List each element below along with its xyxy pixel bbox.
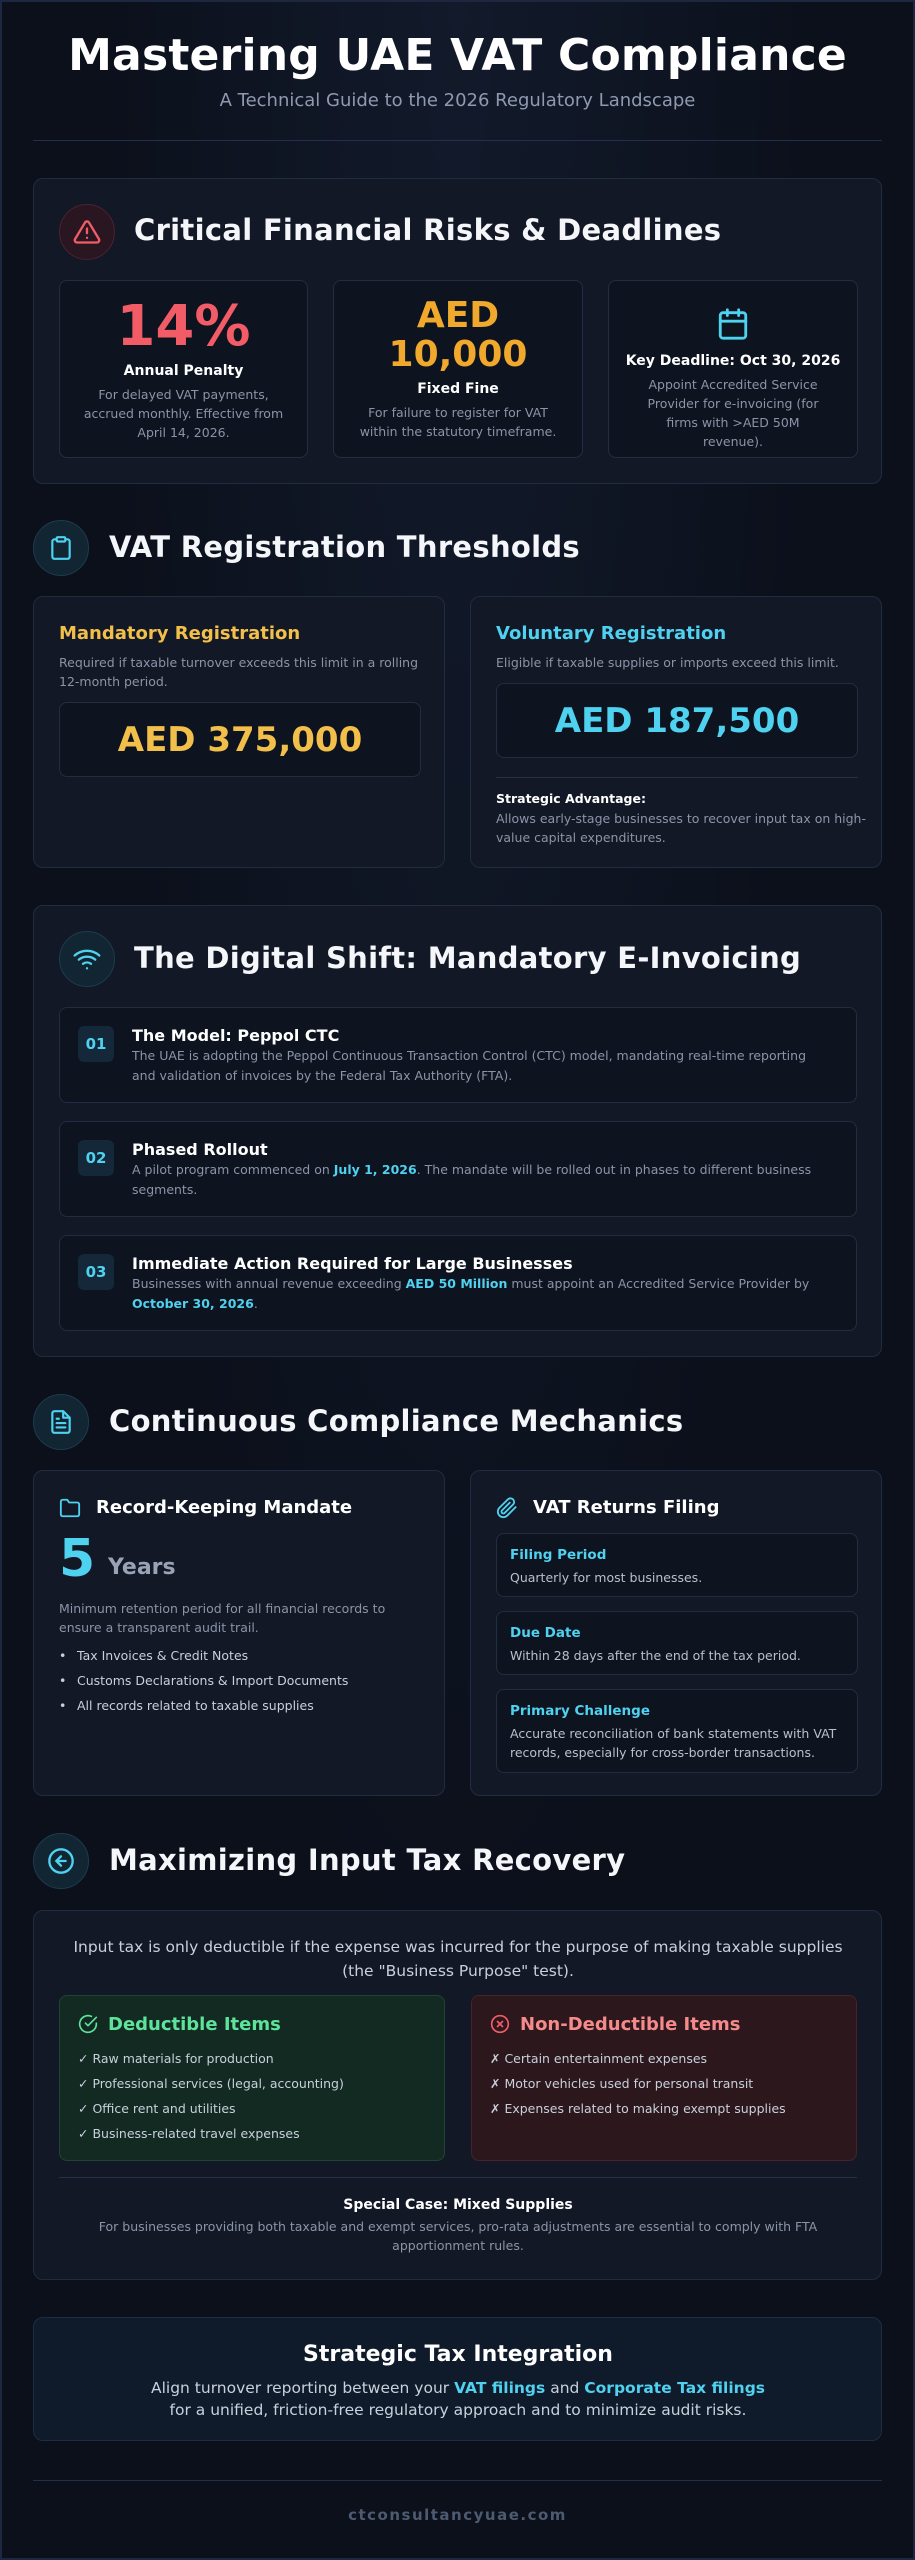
revenue-highlight: AED 50 Million (405, 1276, 508, 1291)
recovery-divider (59, 2177, 857, 2178)
page-title: Mastering UAE VAT Compliance (68, 30, 847, 81)
page-subtitle: A Technical Guide to the 2026 Regulatory Landscape (219, 90, 696, 111)
mandatory-amount: AED 375,000 (117, 719, 363, 760)
footer-divider (33, 2480, 882, 2481)
records-years-number: 5 (59, 1529, 96, 1589)
returns-item (496, 1533, 858, 1597)
returns-item-text: Within 28 days after the end of the tax period. (510, 1648, 801, 1663)
integration-card (33, 2317, 882, 2441)
paperclip-icon (496, 1497, 518, 1523)
penalty-stat-card (59, 280, 308, 458)
list-item: ✓ Raw materials for production (78, 2051, 274, 2066)
list-item: ✓ Business-related travel expenses (78, 2126, 300, 2141)
special-case-text: For businesses providing both taxable and exempt services, pro-rata adjustments are essential to comply with FTA apportionment rules. (98, 2219, 818, 2253)
list-item: • Tax Invoices & Credit Notes (59, 1643, 429, 1668)
returns-item-text: Quarterly for most businesses. (510, 1570, 703, 1585)
list-item: • All records related to taxable supplies (59, 1693, 429, 1718)
non-deductible-list (490, 2046, 786, 2121)
mandatory-title: Mandatory Registration (59, 623, 301, 644)
records-desc: Minimum retention period for all financial records to ensure a transparent audit trail. (59, 1601, 386, 1635)
recovery-card (33, 1910, 882, 2280)
fine-stat-card (333, 280, 583, 458)
list-item: ✗ Certain entertainment expenses (490, 2051, 708, 2066)
fine-label: Fixed Fine (417, 381, 499, 397)
deductible-list (78, 2046, 344, 2146)
wifi-icon (59, 931, 115, 987)
step-title: The Model: Peppol CTC (132, 1026, 340, 1045)
x-circle-icon (490, 2014, 510, 2038)
step-title: Immediate Action Required for Large Businesses (132, 1254, 573, 1273)
deductible-card (59, 1995, 445, 2161)
vat-filings-link[interactable]: VAT filings (454, 2379, 546, 2397)
returns-item-text: Accurate reconciliation of bank statements with VAT records, especially for cross-border transactions. (510, 1726, 837, 1760)
voluntary-divider (496, 777, 858, 778)
voluntary-title: Voluntary Registration (496, 623, 727, 644)
list-item: ✓ Office rent and utilities (78, 2101, 236, 2116)
record-keeping-card (33, 1470, 445, 1796)
records-years-label: Years (108, 1555, 176, 1580)
step-number: 03 (78, 1254, 114, 1290)
step-card-02 (59, 1121, 857, 1217)
list-item: • Customs Declarations & Import Documents (59, 1668, 429, 1693)
mandatory-desc: Required if taxable turnover exceeds this limit in a rolling 12-month period. (59, 655, 419, 689)
step-text: The UAE is adopting the Peppol Continuous Transaction Control (CTC) model, mandating real-time reporting and validation of invoices by the Federal Tax Authority (FTA). (132, 1048, 807, 1083)
voluntary-amount-box (496, 683, 858, 758)
special-case-title: Special Case: Mixed Supplies (343, 2197, 573, 2213)
list-item: ✓ Professional services (legal, accounting) (78, 2076, 344, 2091)
deadline-stat-card (608, 280, 858, 458)
einvoicing-card (33, 905, 882, 1357)
einvoicing-title: The Digital Shift: Mandatory E-Invoicing (134, 941, 802, 975)
recovery-intro: Input tax is only deductible if the expense was incurred for the purpose of making taxable supplies (the "Business Purpose" test). (73, 1938, 843, 1980)
footer-site-link[interactable]: ctconsultancyuae.com (348, 2506, 567, 2524)
penalty-label: Annual Penalty (123, 363, 244, 379)
advantage-label: Strategic Advantage: (496, 791, 646, 806)
warning-triangle-icon (59, 204, 115, 260)
thresholds-title: VAT Registration Thresholds (109, 530, 580, 564)
page-header (33, 22, 882, 111)
fine-value-currency: AED (416, 295, 500, 336)
step-text: A pilot program commenced on July 1, 2026. The mandate will be rolled out in phases to different business segments. (132, 1162, 812, 1197)
returns-title: VAT Returns Filing (533, 1497, 720, 1518)
records-title: Record-Keeping Mandate (96, 1497, 353, 1518)
fine-desc: For failure to register for VAT within the statutory timeframe. (359, 405, 557, 439)
deadline-highlight: October 30, 2026 (132, 1296, 254, 1311)
step-card-01 (59, 1007, 857, 1103)
penalty-value: 14% (116, 294, 251, 359)
fine-value-amount: 10,000 (388, 334, 528, 375)
deadline-desc: Appoint Accredited Service Provider for e-invoicing (for firms with >AED 50M revenue). (647, 377, 819, 449)
risks-card (33, 178, 882, 484)
corporate-tax-link[interactable]: Corporate Tax filings (584, 2379, 766, 2397)
rollout-date-highlight: July 1, 2026 (333, 1162, 417, 1177)
deductible-title: Deductible Items (108, 2014, 281, 2035)
check-circle-icon (78, 2014, 98, 2038)
risks-title: Critical Financial Risks & Deadlines (134, 213, 722, 247)
returns-item-title: Due Date (510, 1625, 581, 1641)
step-title: Phased Rollout (132, 1140, 268, 1159)
deadline-label: Key Deadline: Oct 30, 2026 (625, 353, 841, 369)
clipboard-icon (33, 520, 89, 576)
non-deductible-title: Non-Deductible Items (520, 2014, 741, 2035)
step-text: Businesses with annual revenue exceeding AED 50 Million must appoint an Accredited Service Provider by October 30, 2026. (132, 1276, 810, 1311)
returns-item (496, 1611, 858, 1675)
mandatory-amount-box (59, 702, 421, 777)
step-number: 02 (78, 1140, 114, 1176)
non-deductible-card (471, 1995, 857, 2161)
calendar-icon (609, 307, 857, 341)
voluntary-amount: AED 187,500 (554, 700, 800, 741)
folder-icon (59, 1497, 81, 1523)
voluntary-registration-card (470, 596, 882, 868)
list-item: ✗ Expenses related to making exempt supplies (490, 2101, 786, 2116)
voluntary-desc: Eligible if taxable supplies or imports exceed this limit. (496, 655, 839, 670)
penalty-desc: For delayed VAT payments, accrued monthly. Effective from April 14, 2026. (83, 387, 284, 440)
arrow-left-circle-icon (33, 1833, 89, 1889)
integration-text: Align turnover reporting between your VAT filings and Corporate Tax filings for a unified, friction-free regulatory approach and to minimize audit risks. (150, 2379, 766, 2419)
integration-title: Strategic Tax Integration (303, 2342, 613, 2367)
returns-item-title: Primary Challenge (510, 1703, 650, 1719)
returns-item (496, 1689, 858, 1773)
step-card-03 (59, 1235, 857, 1331)
compliance-title: Continuous Compliance Mechanics (109, 1404, 684, 1438)
header-divider (33, 140, 882, 141)
advantage-text: Allows early-stage businesses to recover input tax on high-value capital expenditures. (496, 811, 866, 845)
list-item: ✗ Motor vehicles used for personal transit (490, 2076, 754, 2091)
recovery-title: Maximizing Input Tax Recovery (109, 1843, 626, 1877)
mandatory-registration-card (33, 596, 445, 868)
document-icon (33, 1394, 89, 1450)
step-number: 01 (78, 1026, 114, 1062)
returns-item-title: Filing Period (510, 1547, 607, 1563)
vat-returns-card (470, 1470, 882, 1796)
records-list (59, 1643, 429, 1718)
